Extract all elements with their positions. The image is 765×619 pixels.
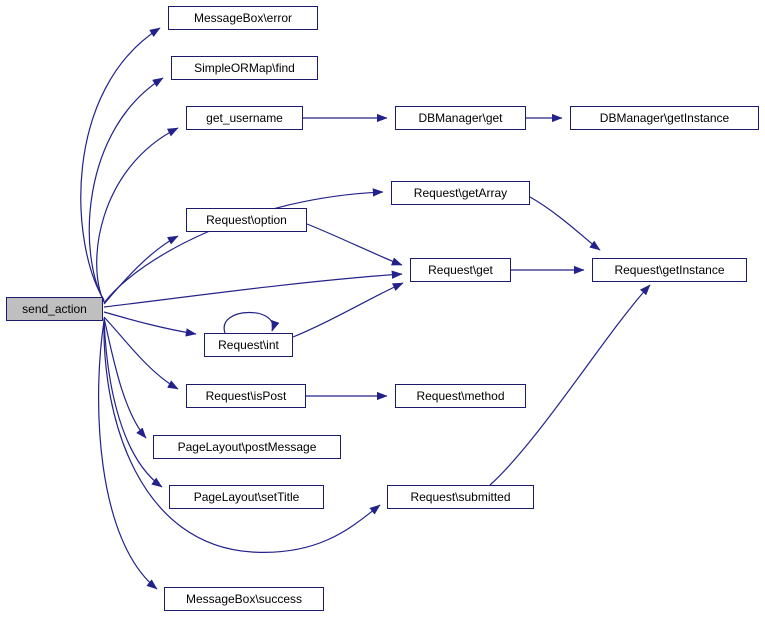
node-label: MessageBox\error — [193, 11, 293, 25]
edge-send_action-request_int — [104, 312, 196, 334]
node-pagelayout-settitle[interactable] — [169, 485, 324, 509]
node-request-getarray[interactable] — [391, 181, 530, 205]
node-request-ispost[interactable] — [186, 384, 306, 408]
edge-request_option-request_get — [307, 224, 402, 265]
edge-request_getarray-request_getinstance — [530, 197, 600, 250]
node-messagebox-error[interactable] — [168, 6, 318, 30]
node-label: Request\getInstance — [614, 263, 725, 277]
node-get-username[interactable] — [186, 106, 303, 130]
node-request-int[interactable] — [204, 333, 293, 357]
node-label: Request\get — [428, 263, 493, 277]
edge-send_action-request_get — [104, 274, 402, 307]
node-label: PageLayout\setTitle — [193, 490, 300, 504]
node-request-method[interactable] — [395, 384, 526, 408]
node-label: Request\submitted — [410, 490, 511, 504]
node-request-submitted[interactable] — [387, 485, 534, 509]
edge-request_int-self-loop — [224, 312, 273, 333]
node-label: Request\getArray — [413, 186, 508, 200]
node-label: DBManager\get — [418, 111, 503, 125]
node-send-action[interactable] — [6, 297, 103, 321]
node-label: MessageBox\success — [185, 592, 303, 606]
edge-request_int-request_get — [293, 283, 403, 337]
edge-send_action-get_username — [97, 128, 178, 302]
node-label: PageLayout\postMessage — [177, 440, 317, 454]
node-label: Request\isPost — [205, 389, 287, 403]
node-request-get[interactable] — [410, 258, 511, 282]
node-label: DBManager\getInstance — [599, 111, 730, 125]
node-label: SimpleORMap\find — [194, 61, 295, 75]
node-label: Request\method — [416, 389, 505, 403]
node-label: Request\int — [218, 338, 279, 352]
edge-send_action-pagelayout_settitle — [104, 319, 162, 487]
node-label: Request\option — [206, 213, 287, 227]
node-label: get_username — [206, 111, 283, 125]
edge-send_action-simpleormap_find — [89, 78, 163, 301]
node-simpleormap-find[interactable] — [171, 56, 318, 80]
node-dbmanager-get[interactable] — [395, 106, 526, 130]
node-pagelayout-postmessage[interactable] — [153, 435, 341, 459]
node-messagebox-success[interactable] — [164, 587, 324, 611]
node-label: send_action — [22, 302, 87, 316]
node-request-getinstance[interactable] — [592, 258, 747, 282]
node-dbmanager-getinstance[interactable] — [570, 106, 759, 130]
edge-send_action-request_option — [104, 236, 178, 304]
node-request-option[interactable] — [186, 208, 307, 232]
edge-send_action-messagebox_error — [81, 28, 160, 300]
